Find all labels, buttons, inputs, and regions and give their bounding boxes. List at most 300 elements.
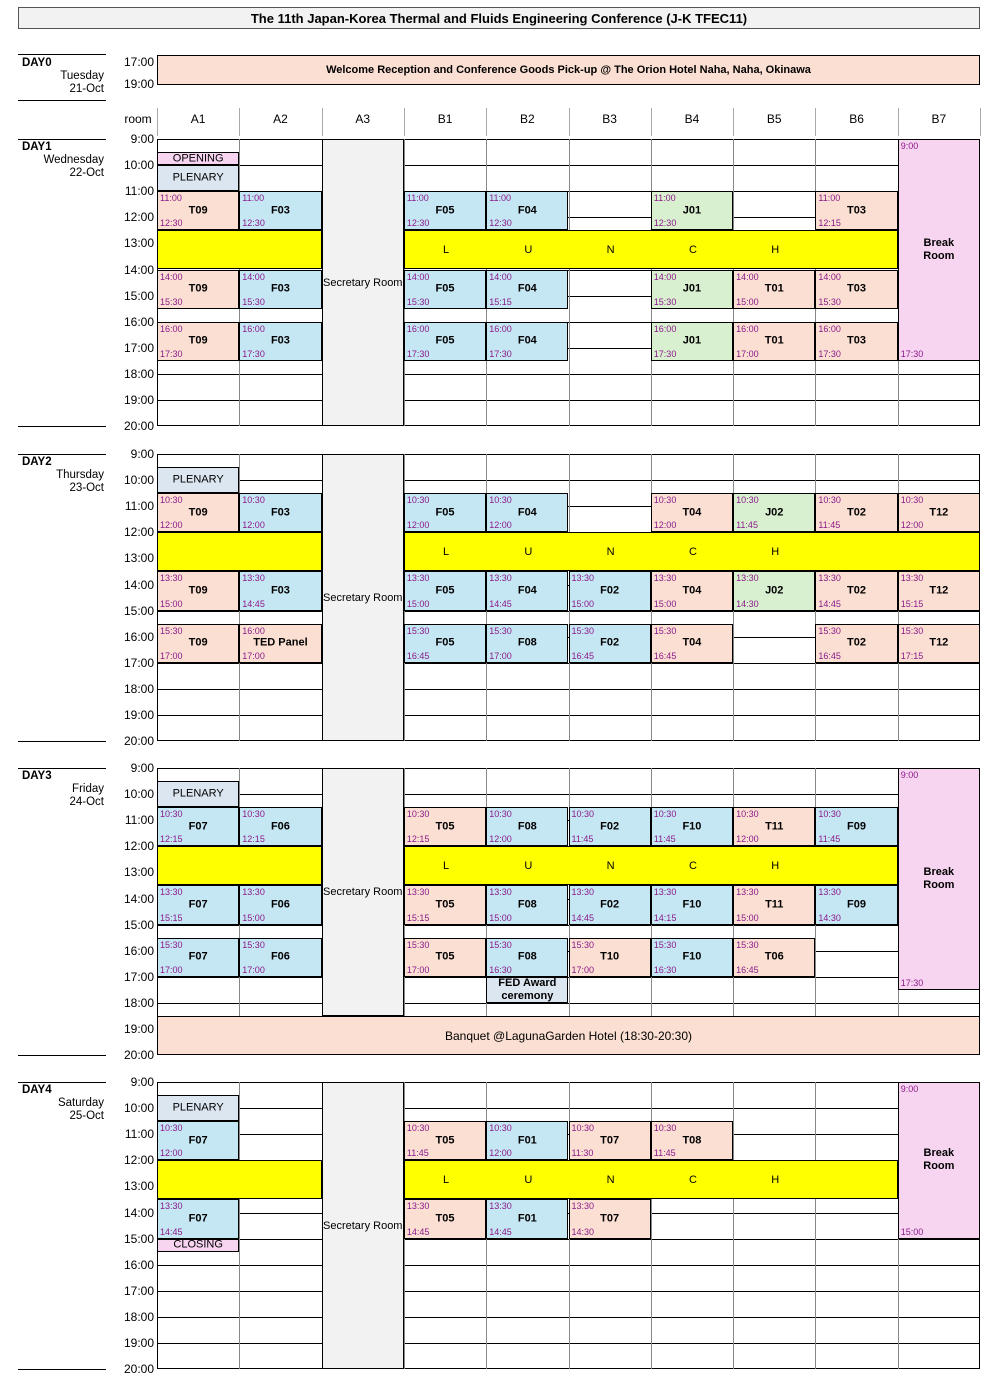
room-header-b6: B6 <box>849 112 864 126</box>
header-divider <box>898 108 899 136</box>
time-label: 12:00 <box>123 210 154 225</box>
session-block[interactable] <box>733 885 815 924</box>
session-start-time: 10:30 <box>242 495 265 506</box>
time-label: 9:00 <box>130 1075 154 1089</box>
time-label: 20:00 <box>123 1048 154 1063</box>
session-code: T10 <box>600 950 620 963</box>
session-code: T04 <box>682 584 702 597</box>
lunch-letter: C <box>688 545 697 558</box>
session-block[interactable] <box>486 885 568 924</box>
session-code: T12 <box>929 506 949 519</box>
session-block[interactable] <box>404 191 486 230</box>
session-start-time: 13:30 <box>160 1201 183 1212</box>
session-code: F01 <box>517 1212 537 1225</box>
session-code: T09 <box>188 584 208 597</box>
column-line <box>239 1082 240 1369</box>
session-start-time: 13:30 <box>406 573 430 584</box>
session-code: T07 <box>600 1212 620 1225</box>
session-block[interactable] <box>157 885 239 924</box>
time-label: 14:00 <box>123 1205 154 1220</box>
lunch-letter: H <box>771 243 780 256</box>
session-block[interactable] <box>404 807 486 846</box>
session-code: F05 <box>435 204 455 217</box>
time-label: 18:00 <box>123 681 154 696</box>
day-label: DAY1 <box>22 141 52 153</box>
session-code: T05 <box>435 1212 455 1225</box>
header-divider <box>404 108 405 136</box>
session-start-time: 10:30 <box>489 809 512 820</box>
lunch-band-a <box>157 532 322 571</box>
session-block[interactable] <box>651 191 733 230</box>
session-code: F08 <box>517 636 537 649</box>
day-separator <box>18 139 106 140</box>
session-block[interactable] <box>651 885 733 924</box>
session-block[interactable] <box>569 885 651 924</box>
session-block[interactable] <box>404 885 486 924</box>
session-block[interactable] <box>404 1121 486 1160</box>
time-label: 17:00 <box>123 655 154 670</box>
session-block[interactable] <box>651 322 733 361</box>
session-start-time: 15:30 <box>489 939 512 950</box>
session-start-time: 13:30 <box>489 887 512 898</box>
session-code: J01 <box>682 204 702 217</box>
session-start-time: 15:30 <box>653 939 677 950</box>
session-end-time: 17:00 <box>736 348 759 359</box>
time-label: 16:00 <box>123 629 154 644</box>
session-code: F05 <box>435 282 455 295</box>
day-separator <box>18 454 106 455</box>
session-block[interactable] <box>157 1239 239 1252</box>
session-end-time: 12:00 <box>242 520 265 531</box>
time-label: 12:00 <box>123 1153 154 1168</box>
welcome-reception: Welcome Reception and Conference Goods Pick-up @ The Orion Hotel Naha, Naha, Okinawa <box>157 55 980 85</box>
time-label: 17:00 <box>123 55 154 69</box>
session-code: Break Room <box>923 1147 955 1173</box>
session-code: F04 <box>517 204 537 217</box>
session-start-time: 14:00 <box>242 271 265 282</box>
time-label: 18:00 <box>123 366 154 381</box>
session-code: F02 <box>600 584 620 597</box>
time-label: 15:00 <box>123 603 154 618</box>
session-block[interactable] <box>239 938 321 977</box>
session-end-time: 15:00 <box>160 598 183 609</box>
session-code: Break Room <box>923 236 955 262</box>
time-label: 13:00 <box>123 865 154 880</box>
session-block[interactable] <box>239 191 321 230</box>
session-start-time: 13:30 <box>489 573 512 584</box>
session-block[interactable] <box>486 191 568 230</box>
session-code: T11 <box>765 898 784 911</box>
session-end-time: 17:00 <box>160 650 183 661</box>
session-block[interactable] <box>651 270 733 309</box>
session-block[interactable] <box>733 571 815 610</box>
session-code: F03 <box>270 334 290 347</box>
session-start-time: 13:30 <box>242 887 265 898</box>
session-end-time: 14:30 <box>736 598 759 609</box>
session-block[interactable] <box>815 807 897 846</box>
session-end-time: 12:30 <box>242 218 265 229</box>
session-block[interactable] <box>569 571 651 610</box>
day-separator <box>18 741 106 742</box>
lunch-letter: N <box>606 859 615 872</box>
session-block[interactable] <box>486 938 568 977</box>
time-label: 10:00 <box>123 1101 154 1116</box>
session-code: T12 <box>929 636 949 649</box>
session-block[interactable] <box>404 270 486 309</box>
session-block[interactable] <box>815 270 897 309</box>
day-date: 23-Oct <box>69 482 104 494</box>
session-code: F04 <box>517 334 537 347</box>
session-code: T01 <box>764 334 784 347</box>
header-divider <box>815 108 816 136</box>
time-label: 11:00 <box>124 813 154 828</box>
session-block[interactable] <box>239 493 321 532</box>
session-block[interactable] <box>898 624 980 663</box>
secretary-room: Secretary Room <box>322 1082 404 1369</box>
time-label: 10:00 <box>123 473 154 488</box>
session-end-time: 12:30 <box>406 218 430 229</box>
session-end-time: 16:45 <box>736 964 759 975</box>
session-start-time: 11:00 <box>242 193 265 204</box>
session-code: PLENARY <box>172 473 224 486</box>
time-label: 16:00 <box>123 314 154 329</box>
time-label: 15:00 <box>123 288 154 303</box>
session-start-time: 10:30 <box>406 1123 430 1134</box>
session-block[interactable] <box>569 807 651 846</box>
session-end-time: 14:30 <box>818 912 841 923</box>
session-code: PLENARY <box>172 787 224 800</box>
time-label: 20:00 <box>123 1362 154 1377</box>
session-code: T07 <box>600 1134 620 1147</box>
secretary-room: Secretary Room <box>322 454 404 741</box>
session-code: T09 <box>188 636 208 649</box>
session-block[interactable] <box>239 885 321 924</box>
session-end-time: 16:45 <box>571 650 595 661</box>
day-weekday: Thursday <box>56 469 104 481</box>
session-code: F10 <box>682 950 702 963</box>
session-block[interactable] <box>404 1199 486 1238</box>
session-code: F09 <box>847 820 867 833</box>
session-end-time: 15:00 <box>736 912 759 923</box>
session-block[interactable] <box>651 571 733 610</box>
lunch-band <box>404 1160 898 1199</box>
session-code: OPENING <box>172 152 224 165</box>
session-code: CLOSING <box>173 1238 223 1251</box>
time-label: 13:00 <box>123 236 154 251</box>
session-block[interactable] <box>157 624 239 663</box>
session-code: F03 <box>270 282 290 295</box>
break-room[interactable] <box>898 1082 980 1239</box>
session-start-time: 10:30 <box>818 809 841 820</box>
session-block[interactable] <box>486 493 568 532</box>
time-label: 9:00 <box>130 447 154 461</box>
lunch-letter: C <box>688 1173 697 1186</box>
day-header <box>22 141 104 180</box>
session-end-time: 15:30 <box>818 296 841 307</box>
room-header-b2: B2 <box>519 112 535 126</box>
lunch-band <box>404 230 898 269</box>
session-end-time: 12:15 <box>160 834 183 845</box>
break-room[interactable] <box>898 139 980 361</box>
session-end-time: 15:30 <box>653 296 677 307</box>
session-block[interactable] <box>157 1121 239 1160</box>
session-code: F08 <box>517 820 537 833</box>
lunch-letter: L <box>442 859 450 872</box>
session-block[interactable] <box>815 191 897 230</box>
session-code: F05 <box>435 584 455 597</box>
time-label: 19:00 <box>123 393 154 407</box>
day-separator <box>18 768 106 769</box>
session-code: J02 <box>765 506 784 519</box>
session-code: F06 <box>270 950 290 963</box>
session-code: F05 <box>435 636 455 649</box>
session-end-time: 16:45 <box>406 650 430 661</box>
session-start-time: 9:00 <box>900 141 919 151</box>
session-block[interactable] <box>898 571 980 610</box>
session-end-time: 12:00 <box>489 1148 512 1159</box>
session-block[interactable] <box>486 1199 568 1238</box>
session-block[interactable] <box>569 624 651 663</box>
session-block[interactable] <box>486 571 568 610</box>
lunch-band-a <box>157 846 322 885</box>
session-end-time: 17:30 <box>900 977 924 988</box>
session-code: T06 <box>764 950 784 963</box>
session-end-time: 12:15 <box>242 834 265 845</box>
session-start-time: 15:30 <box>571 625 595 636</box>
day-weekday: Saturday <box>57 1097 104 1109</box>
session-block[interactable] <box>404 624 486 663</box>
session-end-time: 12:00 <box>653 520 677 531</box>
session-end-time: 17:30 <box>406 348 430 359</box>
session-block[interactable] <box>651 807 733 846</box>
session-block[interactable] <box>733 322 815 361</box>
session-end-time: 17:15 <box>900 650 924 661</box>
session-block[interactable] <box>157 270 239 309</box>
session-code: T02 <box>847 636 867 649</box>
session-end-time: 16:30 <box>653 964 677 975</box>
session-code: T01 <box>764 282 784 295</box>
time-label: 9:00 <box>130 132 154 146</box>
day-weekday: Tuesday <box>60 70 104 82</box>
session-end-time: 15:00 <box>736 296 759 307</box>
session-code: F03 <box>270 204 290 217</box>
session-start-time: 11:00 <box>406 193 429 204</box>
session-code: F05 <box>435 334 455 347</box>
session-code: F10 <box>682 820 702 833</box>
session-code: F03 <box>270 506 290 519</box>
time-label: 10:00 <box>123 158 154 173</box>
day-weekday: Wednesday <box>43 154 104 166</box>
session-start-time: 10:30 <box>406 809 430 820</box>
time-label: 16:00 <box>123 943 154 958</box>
session-end-time: 15:00 <box>242 912 265 923</box>
session-block[interactable] <box>815 493 897 532</box>
session-start-time: 10:30 <box>242 809 265 820</box>
session-block[interactable] <box>157 1095 239 1121</box>
session-end-time: 15:00 <box>489 912 512 923</box>
session-start-time: 13:30 <box>160 887 183 898</box>
session-block[interactable] <box>157 807 239 846</box>
session-start-time: 10:30 <box>571 809 595 820</box>
session-block[interactable] <box>815 322 897 361</box>
session-end-time: 14:45 <box>242 598 265 609</box>
session-start-time: 15:30 <box>818 625 841 636</box>
session-block[interactable] <box>898 493 980 532</box>
session-block[interactable] <box>733 493 815 532</box>
session-end-time: 14:45 <box>571 912 595 923</box>
session-block[interactable] <box>733 270 815 309</box>
time-label: 14:00 <box>123 262 154 277</box>
session-block[interactable] <box>733 938 815 977</box>
session-block[interactable] <box>157 1199 239 1238</box>
session-start-time: 10:30 <box>160 809 183 820</box>
session-end-time: 12:15 <box>818 218 841 229</box>
session-code: T03 <box>847 334 867 347</box>
session-code: F08 <box>517 898 537 911</box>
session-code: T12 <box>929 584 949 597</box>
session-block[interactable] <box>239 571 321 610</box>
day-header <box>22 1084 104 1123</box>
session-code: T03 <box>847 204 867 217</box>
session-block[interactable] <box>404 938 486 977</box>
session-code: T11 <box>765 820 784 833</box>
session-end-time: 15:00 <box>571 598 595 609</box>
session-code: T03 <box>847 282 867 295</box>
session-block[interactable] <box>157 938 239 977</box>
session-start-time: 14:00 <box>406 271 430 282</box>
header-divider <box>157 108 158 136</box>
session-code: TED Panel <box>253 636 308 649</box>
time-label: 19:00 <box>123 77 154 91</box>
session-end-time: 17:30 <box>900 348 924 359</box>
session-end-time: 11:45 <box>653 834 676 845</box>
session-start-time: 10:30 <box>653 809 677 820</box>
session-start-time: 13:30 <box>818 887 841 898</box>
conference-title: The 11th Japan-Korea Thermal and Fluids Engineering Conference (J-K TFEC11) <box>18 7 980 29</box>
session-start-time: 15:30 <box>160 939 183 950</box>
session-block[interactable] <box>404 571 486 610</box>
session-code: F04 <box>517 506 537 519</box>
session-end-time: 14:45 <box>406 1226 430 1237</box>
secretary-room: Secretary Room <box>322 768 404 1016</box>
session-end-time: 15:30 <box>242 296 265 307</box>
header-divider <box>733 108 734 136</box>
session-block[interactable] <box>157 191 239 230</box>
session-code: T05 <box>435 898 455 911</box>
session-block[interactable] <box>651 624 733 663</box>
session-block[interactable] <box>651 1121 733 1160</box>
break-room[interactable] <box>898 768 980 990</box>
session-code: F09 <box>847 898 867 911</box>
session-block[interactable] <box>815 571 897 610</box>
session-block[interactable] <box>569 1121 651 1160</box>
session-block[interactable] <box>239 807 321 846</box>
session-block[interactable] <box>157 781 239 807</box>
session-start-time: 10:30 <box>736 809 759 820</box>
column-line <box>815 1082 816 1369</box>
session-block[interactable] <box>486 322 568 361</box>
session-end-time: 14:45 <box>489 598 512 609</box>
session-start-time: 10:30 <box>653 495 677 506</box>
time-label: 11:00 <box>124 1127 154 1142</box>
session-block[interactable] <box>157 165 239 191</box>
session-block[interactable] <box>157 467 239 493</box>
session-block[interactable] <box>651 938 733 977</box>
day-date: 22-Oct <box>69 167 104 179</box>
session-block[interactable] <box>157 152 239 165</box>
day-weekday: Friday <box>72 783 104 795</box>
session-code: PLENARY <box>172 1101 224 1114</box>
session-block[interactable] <box>157 571 239 610</box>
session-block[interactable] <box>486 1121 568 1160</box>
session-block[interactable] <box>815 624 897 663</box>
lunch-letter: H <box>771 859 780 872</box>
session-start-time: 13:30 <box>489 1201 512 1212</box>
session-code: F02 <box>600 636 620 649</box>
time-label: 13:00 <box>123 1179 154 1194</box>
session-block[interactable] <box>569 1199 651 1238</box>
session-end-time: 15:00 <box>406 598 430 609</box>
session-code: PLENARY <box>172 171 224 184</box>
session-start-time: 13:30 <box>900 573 924 584</box>
session-start-time: 13:30 <box>736 573 759 584</box>
lunch-letter: H <box>771 1173 780 1186</box>
session-start-time: 9:00 <box>900 770 919 780</box>
header-divider <box>569 108 570 136</box>
session-block[interactable] <box>486 807 568 846</box>
secretary-room: Secretary Room <box>322 139 404 426</box>
session-block[interactable] <box>404 322 486 361</box>
time-label: 11:00 <box>124 184 154 199</box>
session-start-time: 13:30 <box>160 573 183 584</box>
room-header-a3: A3 <box>355 112 371 126</box>
session-start-time: 13:30 <box>818 573 841 584</box>
session-start-time: 13:30 <box>653 887 677 898</box>
session-block[interactable] <box>239 270 321 309</box>
session-start-time: 10:30 <box>489 1123 512 1134</box>
room-header-a2: A2 <box>273 112 288 126</box>
session-block[interactable] <box>157 493 239 532</box>
session-block[interactable] <box>486 270 568 309</box>
session-start-time: 10:30 <box>736 495 759 506</box>
session-code: T02 <box>847 584 867 597</box>
session-block[interactable] <box>569 938 651 977</box>
time-label: 19:00 <box>123 708 154 722</box>
session-end-time: 14:45 <box>160 1226 183 1237</box>
lunch-letter: U <box>524 545 533 558</box>
session-block[interactable] <box>733 807 815 846</box>
session-block[interactable] <box>486 624 568 663</box>
time-label: 14:00 <box>123 577 154 592</box>
session-block[interactable] <box>157 322 239 361</box>
session-code: F07 <box>188 1134 208 1147</box>
session-code: T08 <box>682 1134 702 1147</box>
session-block[interactable] <box>815 885 897 924</box>
time-label: 17:00 <box>123 1283 154 1298</box>
session-block[interactable] <box>651 493 733 532</box>
day-separator <box>18 100 106 101</box>
time-label: 17:00 <box>123 340 154 355</box>
session-block[interactable] <box>239 624 321 663</box>
session-end-time: 17:30 <box>489 348 512 359</box>
session-end-time: 17:00 <box>242 650 265 661</box>
session-block[interactable] <box>404 493 486 532</box>
session-start-time: 15:30 <box>653 625 677 636</box>
session-code: T09 <box>188 282 208 295</box>
session-end-time: 11:45 <box>571 834 594 845</box>
session-block[interactable] <box>486 977 568 1003</box>
session-block[interactable] <box>239 322 321 361</box>
